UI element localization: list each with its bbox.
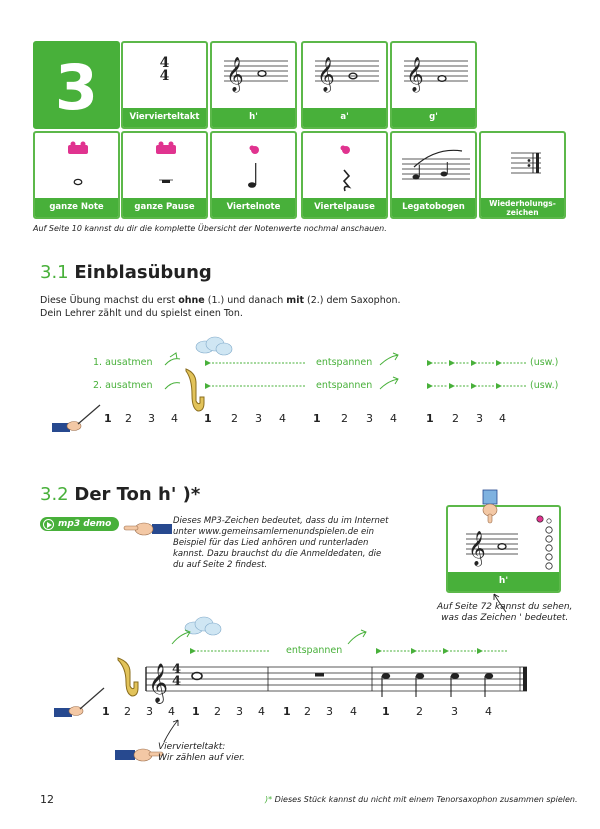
count-beat: 4	[390, 412, 397, 425]
saxophone-icon	[186, 369, 204, 411]
count-beat: 1	[426, 412, 434, 425]
row2-usw: (usw.)	[530, 380, 559, 391]
repeat-sign-icon	[481, 133, 566, 199]
footer-note: )* Dieses Stück kannst du nicht mit einem Tenorsaxophon zusammen spielen.	[265, 795, 578, 804]
card-caption: Viertelpause	[303, 198, 386, 217]
row1-relax: entspannen	[316, 357, 373, 368]
count-beat: 4	[350, 705, 357, 718]
quarter-rest-icon	[303, 133, 388, 199]
staff-note-a-icon	[303, 43, 388, 109]
count-beat: 4	[258, 705, 265, 718]
count-beat: 1	[104, 412, 112, 425]
count-beat: 3	[148, 412, 155, 425]
count-beat: 2	[214, 705, 221, 718]
saxophone-icon	[118, 658, 138, 696]
overview-note: Auf Seite 10 kannst du dir die komplette Übersicht der Notenwerte nochmal anschauen.	[33, 224, 387, 233]
conductor-hand-icon	[54, 688, 104, 717]
section-heading-3-1	[40, 262, 212, 283]
row1-label: 1. ausatmen	[93, 357, 153, 368]
page72-note: Auf Seite 72 kannst du sehen, was das Zeichen ' bedeutet.	[437, 602, 573, 623]
card-note-h	[210, 41, 297, 129]
card-quarter-note	[210, 131, 297, 219]
section1-instructions: Diese Übung machst du erst ohne (1.) und danach mit (2.) dem Saxophon. Dein Lehrer zählt und du spielst einen Ton.	[40, 295, 401, 319]
count-beat: 2	[452, 412, 459, 425]
pointing-hand-icon	[122, 518, 174, 540]
count-beat: 3	[451, 705, 458, 718]
conductor-hand-icon	[52, 405, 100, 432]
staff-note-h-icon	[212, 43, 297, 109]
mp3-demo-badge[interactable]: mp3 demo	[40, 517, 119, 531]
count-beat: 1	[102, 705, 110, 718]
card-caption: ganze Pause	[123, 198, 206, 217]
count-beat: 4	[168, 705, 175, 718]
section-number: 3.1	[40, 262, 69, 283]
time-signature-symbol: 4 4	[159, 55, 170, 84]
count-beat: 3	[326, 705, 333, 718]
card-caption: g'	[392, 108, 475, 127]
count-beat: 3	[255, 412, 262, 425]
count-beat: 1	[192, 705, 200, 718]
legato-arc-icon	[392, 133, 477, 199]
lesson-number: 3	[54, 51, 99, 124]
card-whole-rest	[121, 131, 208, 219]
time-signature: 4 4	[172, 662, 182, 689]
count-beat: 2	[304, 705, 311, 718]
count-beat: 3	[146, 705, 153, 718]
card-caption: a'	[303, 108, 386, 127]
svg-text:𝄞: 𝄞	[468, 531, 486, 566]
svg-text:𝄞: 𝄞	[406, 57, 424, 92]
card-quarter-rest	[301, 131, 388, 219]
row1-usw: (usw.)	[530, 357, 559, 368]
section-title: Einblasübung	[74, 262, 212, 283]
card-four-four-time	[121, 41, 208, 129]
fingering-caption: h'	[448, 572, 559, 591]
whole-rest-icon	[123, 133, 208, 199]
count-beat: 1	[204, 412, 212, 425]
lesson-number-card	[33, 41, 120, 129]
card-caption: Wiederholungs- zeichen	[481, 198, 564, 217]
row2-label: 2. ausatmen	[93, 380, 153, 391]
card-caption: ganze Note	[35, 198, 118, 217]
count-beat: 3	[236, 705, 243, 718]
play-icon	[43, 519, 54, 530]
mp3-explanation: Dieses MP3-Zeichen bedeutet, dass du im Internet unter www.gemeinsamlernenundspielen.de ein Beispiel für das Lied anhören und runterladen kannst. Dazu brauchst du die Anmeldedaten, die du auf Seite 2 findest.	[173, 516, 389, 570]
time-signature-callout: Viervierteltakt: Wir zählen auf vier.	[158, 742, 245, 763]
staff-relax-label: entspannen	[286, 645, 343, 656]
fingering-card	[446, 505, 561, 593]
whole-note-icon	[35, 133, 120, 199]
section-title: Der Ton h' )*	[74, 484, 201, 505]
breathing-exercise-diagram	[0, 335, 600, 435]
pointing-hand-down-icon	[478, 488, 502, 524]
card-note-a	[301, 41, 388, 129]
count-beat: 2	[124, 705, 131, 718]
card-whole-note	[33, 131, 120, 219]
count-beat: 3	[366, 412, 373, 425]
quarter-note-icon	[212, 133, 297, 199]
svg-text:𝄞: 𝄞	[148, 663, 169, 703]
section-heading-3-2	[40, 484, 200, 505]
count-beat: 4	[279, 412, 286, 425]
page-number: 12	[40, 793, 54, 806]
svg-text:𝄞: 𝄞	[226, 57, 244, 92]
section-number: 3.2	[40, 484, 69, 505]
count-beat: 2	[231, 412, 238, 425]
count-beat: 2	[125, 412, 132, 425]
fingering-chart-icon	[448, 507, 561, 575]
count-beat: 4	[499, 412, 506, 425]
svg-text:𝄞: 𝄞	[317, 57, 335, 92]
count-beat: 1	[283, 705, 291, 718]
card-caption: Legatobogen	[392, 198, 475, 217]
count-beat: 2	[341, 412, 348, 425]
count-beat: 3	[476, 412, 483, 425]
count-beat: 1	[313, 412, 321, 425]
count-beat: 2	[416, 705, 423, 718]
card-caption: Viervierteltakt	[123, 108, 206, 127]
count-beat: 4	[171, 412, 178, 425]
row2-relax: entspannen	[316, 380, 373, 391]
count-beat: 4	[485, 705, 492, 718]
card-caption: Viertelnote	[212, 198, 295, 217]
card-note-g	[390, 41, 477, 129]
card-caption: h'	[212, 108, 295, 127]
music-exercise-staff	[0, 610, 600, 720]
card-repeat-sign	[479, 131, 566, 219]
staff-note-g-icon	[392, 43, 477, 109]
card-legato-arc	[390, 131, 477, 219]
count-beat: 1	[382, 705, 390, 718]
